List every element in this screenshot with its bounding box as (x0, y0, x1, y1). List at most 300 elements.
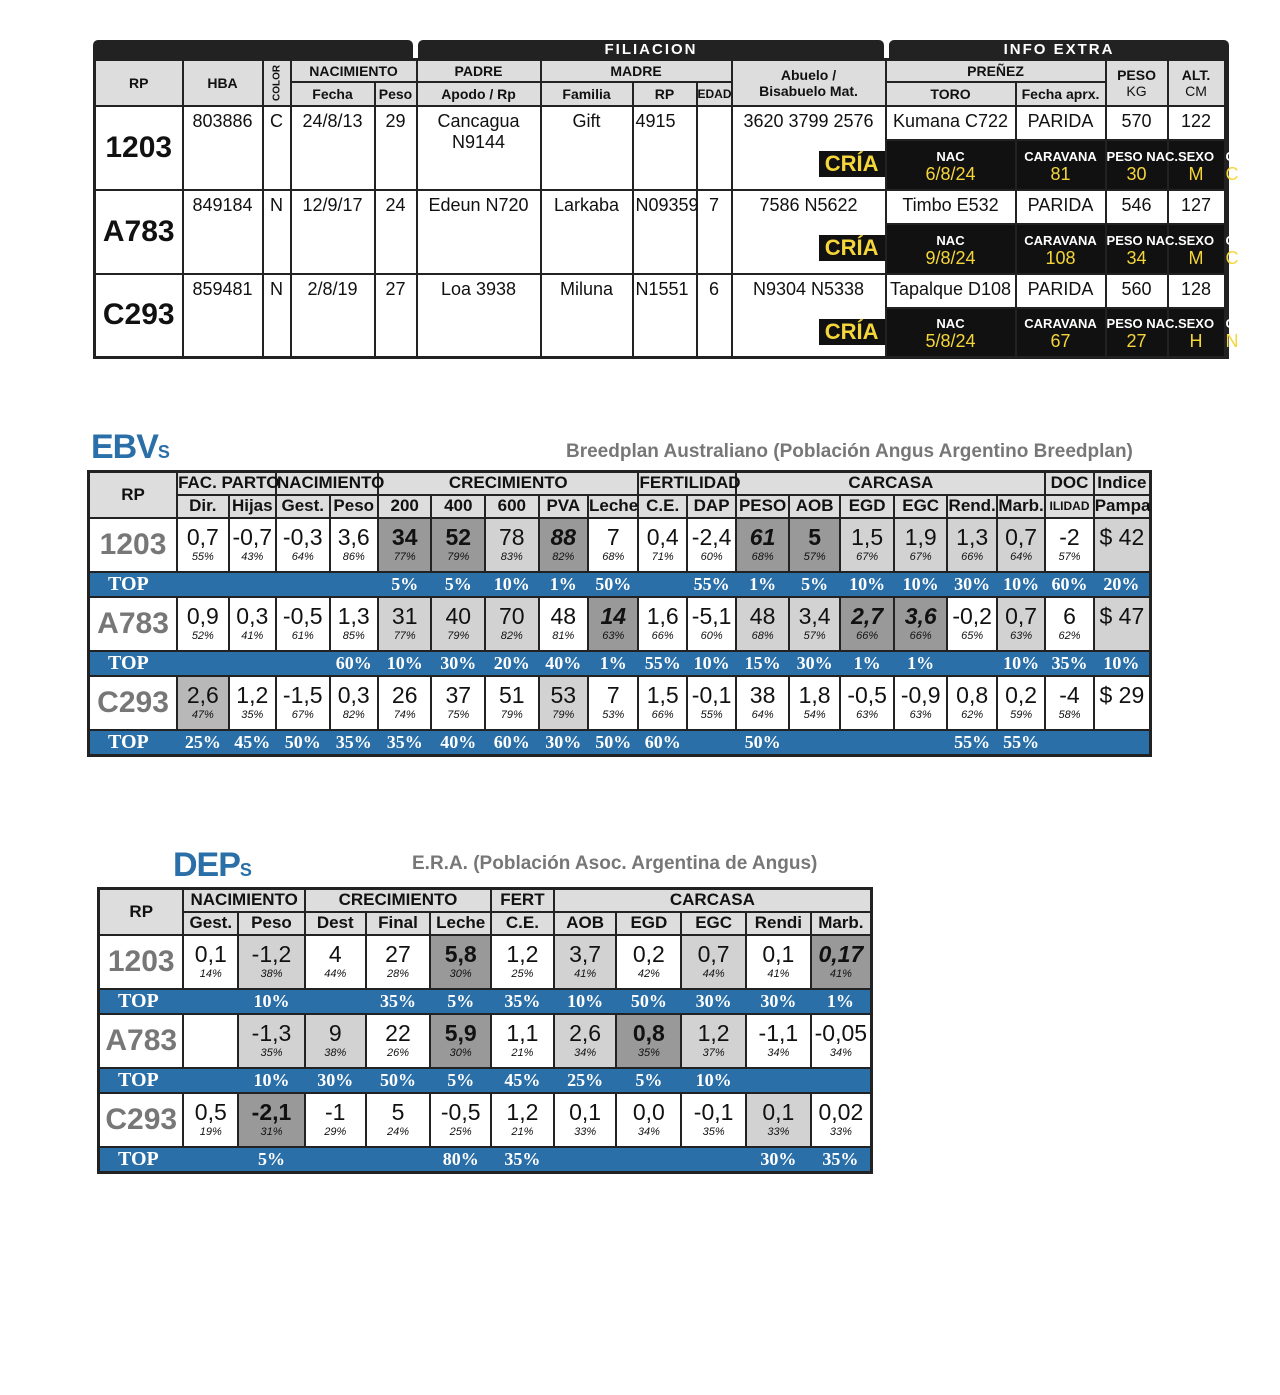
col-fecha: Fecha (291, 82, 375, 106)
cria-label-caravana: CARAVANA (1024, 232, 1097, 248)
cria-value-peso-nac: 34 (1126, 247, 1147, 268)
cria-nac (886, 140, 1016, 190)
accuracy: 82% (342, 708, 365, 721)
column-header: Marb. (997, 495, 1045, 518)
accuracy: 34% (637, 1125, 660, 1138)
top-value (177, 572, 229, 597)
accuracy: 77% (393, 550, 416, 563)
top-value: 35% (491, 1147, 554, 1173)
top-value: 30% (746, 1147, 811, 1173)
column-header: PVA (539, 495, 588, 518)
top-row (99, 1068, 872, 1093)
top-value: 45% (491, 1068, 554, 1093)
group-header: CARCASA (736, 472, 1045, 495)
accuracy: 25% (511, 967, 534, 980)
value: 0,8 (632, 1019, 665, 1046)
top-value (894, 730, 948, 756)
top-value: 5% (616, 1068, 681, 1093)
top-value: 40% (539, 651, 588, 676)
top-value: 50% (616, 989, 681, 1014)
accuracy: 34% (767, 1046, 790, 1059)
top-value: 20% (1094, 572, 1151, 597)
col-rp: RP (95, 60, 183, 106)
top-value: 5% (430, 989, 491, 1014)
top-label: TOP (89, 651, 178, 676)
accuracy: 68% (751, 629, 774, 642)
group-header: CARCASA (554, 889, 872, 912)
column-header: C.E. (491, 912, 554, 935)
value: 0,1 (762, 1098, 795, 1125)
top-value: 5% (431, 572, 485, 597)
value-cell (1045, 518, 1093, 572)
value-cell (229, 597, 276, 651)
value-cell (894, 518, 948, 572)
value-cell (366, 935, 431, 989)
value: 53 (550, 681, 577, 708)
col-hba: HBA (183, 60, 263, 106)
value-cell (736, 518, 789, 572)
cria-caravana (1016, 308, 1106, 358)
column-header: Peso (330, 495, 378, 518)
pedigree-table (93, 58, 1273, 359)
top-value: 25% (177, 730, 229, 756)
data-row (99, 1014, 872, 1068)
value: 1,8 (798, 681, 831, 708)
value-cell (491, 1093, 554, 1147)
top-value (229, 572, 276, 597)
accuracy: 57% (803, 550, 826, 563)
accuracy: 67% (856, 550, 879, 563)
row-hba: 849184 (183, 190, 263, 274)
column-header: Leche (588, 495, 638, 518)
value-cell (431, 597, 485, 651)
value: $ 42 (1099, 523, 1145, 550)
accuracy: 55% (700, 708, 723, 721)
accuracy: 71% (651, 550, 674, 563)
top-value: 35% (330, 730, 378, 756)
pedigree-row (95, 106, 1228, 140)
row-peso-kg: 546 (1106, 190, 1168, 224)
padre-name: Edeun N720 (428, 194, 529, 215)
top-value (1094, 730, 1151, 756)
group-header: Indice (1094, 472, 1151, 495)
value: 1,9 (904, 523, 937, 550)
top-value (616, 1147, 681, 1173)
value: -2,1 (251, 1098, 292, 1125)
accuracy: 30% (449, 1046, 472, 1059)
top-row (99, 989, 872, 1014)
value: -2,4 (691, 523, 732, 550)
cria-value-nac: 6/8/24 (925, 163, 976, 184)
row-alt: 122 (1168, 106, 1225, 140)
col-apodo: Apodo / Rp (417, 82, 541, 106)
row-madre-rp: 4915 (633, 106, 697, 190)
value-cell (378, 597, 432, 651)
accuracy: 47% (191, 708, 214, 721)
value-cell (305, 1014, 366, 1068)
accuracy: 26% (386, 1046, 409, 1059)
value-cell (681, 1093, 746, 1147)
column-header-row (89, 495, 1151, 518)
value: 1,1 (506, 1019, 539, 1046)
group-header: NACIMIENTO (276, 472, 378, 495)
value: -0,5 (847, 681, 887, 708)
cria-label: CRÍA (819, 151, 885, 177)
row-madre-rp: N1551 (633, 274, 697, 358)
value: $ 47 (1099, 602, 1145, 629)
value: 2,7 (851, 602, 884, 629)
value-cell (687, 676, 736, 730)
accuracy: 21% (511, 1125, 534, 1138)
top-value: 10% (997, 572, 1045, 597)
top-value: 50% (276, 730, 330, 756)
top-value (276, 572, 330, 597)
value: 34 (391, 523, 418, 550)
cria-cell (732, 140, 886, 190)
row-toro: Timbo E532 (886, 190, 1016, 224)
cria-label-color: COLOR (1225, 316, 1273, 332)
pedigree-row (95, 190, 1228, 224)
accuracy: 55% (191, 550, 214, 563)
value: -0,2 (952, 602, 992, 629)
top-value (840, 730, 894, 756)
value-cell (366, 1093, 431, 1147)
col-peso-kg: PESO KG (1106, 60, 1168, 106)
dep-table (97, 887, 873, 1174)
top-value (687, 730, 736, 756)
accuracy: 44% (324, 967, 347, 980)
value-cell (177, 518, 229, 572)
value: 40 (445, 602, 472, 629)
value: 88 (550, 523, 577, 550)
top-row (89, 651, 1151, 676)
value-cell (947, 597, 996, 651)
accuracy: 61% (291, 629, 314, 642)
top-row (89, 730, 1151, 756)
value-cell (491, 935, 554, 989)
value: 1,2 (506, 940, 539, 967)
padre-name: Cancagua (437, 110, 520, 131)
top-value: 10% (997, 651, 1045, 676)
cria-label-caravana: CARAVANA (1024, 316, 1097, 332)
col-edad: EDAD (697, 82, 732, 106)
accuracy: 14% (199, 967, 222, 980)
accuracy: 35% (702, 1125, 725, 1138)
value-cell (430, 1014, 491, 1068)
top-row (89, 572, 1151, 597)
value: -0,1 (691, 681, 732, 708)
accuracy: 25% (449, 1125, 472, 1138)
cria-cell (732, 308, 886, 358)
top-value (177, 651, 229, 676)
top-value: 55% (997, 730, 1045, 756)
value-cell (485, 597, 539, 651)
value-cell (330, 597, 378, 651)
data-row (89, 597, 1151, 651)
accuracy: 44% (702, 967, 725, 980)
cria-nac (886, 224, 1016, 274)
group-header: FAC. PARTO (177, 472, 276, 495)
accuracy: 65% (961, 629, 984, 642)
row-padre (417, 190, 541, 274)
cria-label-color: COLOR (1225, 232, 1273, 248)
cria-color (1225, 140, 1273, 190)
filiacion-bar: FILIACION (418, 40, 884, 60)
accuracy: 64% (291, 550, 314, 563)
top-value: 5% (430, 1068, 491, 1093)
row-rp: A783 (99, 1014, 184, 1068)
cria-value-caravana: 108 (1045, 247, 1076, 268)
top-value: 30% (789, 651, 841, 676)
row-color: C (263, 106, 291, 190)
accuracy: 33% (574, 1125, 597, 1138)
group-header-row (99, 889, 872, 912)
value-cell (588, 676, 638, 730)
value-cell (430, 935, 491, 989)
row-peso: 29 (375, 106, 417, 190)
value-cell (638, 597, 686, 651)
top-value (638, 572, 686, 597)
cria-label-sexo: SEXO (1177, 316, 1215, 332)
accuracy: 63% (1010, 629, 1033, 642)
row-padre (417, 274, 541, 358)
cria-color (1225, 308, 1273, 358)
column-header: Dir. (177, 495, 229, 518)
column-header: Pampa (1094, 495, 1151, 518)
cria-label-nac: NAC (936, 232, 965, 248)
accuracy: 21% (511, 1046, 534, 1059)
value-cell (616, 935, 681, 989)
value-cell (177, 597, 229, 651)
col-peso: Peso (375, 82, 417, 106)
top-value: 1% (840, 651, 894, 676)
row-alt: 128 (1168, 274, 1225, 308)
row-edad: 6 (697, 274, 732, 358)
value-cell (588, 518, 638, 572)
value: 5,9 (444, 1019, 477, 1046)
value: -1,5 (282, 681, 323, 708)
column-header-row (99, 912, 872, 935)
value: 0,17 (818, 940, 864, 967)
value: 0,7 (1005, 602, 1038, 629)
value-cell (894, 597, 948, 651)
accuracy: 64% (751, 708, 774, 721)
value: 1,5 (851, 523, 884, 550)
col-prenez: PREÑEZ (886, 60, 1106, 82)
accuracy: 63% (602, 629, 625, 642)
column-header: Rendi (746, 912, 811, 935)
group-header: RP (99, 889, 184, 935)
cria-label-nac: NAC (936, 148, 965, 164)
value-cell (736, 597, 789, 651)
value: 3,6 (337, 523, 370, 550)
cria-wrap (733, 235, 885, 261)
top-value: 45% (229, 730, 276, 756)
value: 31 (391, 602, 418, 629)
top-value: 20% (485, 651, 539, 676)
value: -4 (1059, 681, 1080, 708)
value: 0,7 (697, 940, 730, 967)
value-cell (811, 935, 872, 989)
accuracy: 35% (241, 708, 264, 721)
cria-value-caravana: 67 (1050, 331, 1071, 352)
value: 0,5 (194, 1098, 227, 1125)
accuracy: 37% (702, 1046, 725, 1059)
value: -0,3 (282, 523, 323, 550)
value: -0,5 (282, 602, 323, 629)
top-value: 15% (736, 651, 789, 676)
cria-cell (732, 224, 886, 274)
value: -5,1 (691, 602, 732, 629)
top-value (183, 1068, 238, 1093)
col-madre-rp: RP (633, 82, 697, 106)
top-value: 50% (736, 730, 789, 756)
value: 1,3 (337, 602, 370, 629)
value: 0,1 (762, 940, 795, 967)
accuracy: 68% (751, 550, 774, 563)
value-cell (638, 676, 686, 730)
row-rp: A783 (95, 190, 183, 274)
row-edad (697, 106, 732, 190)
cria-caravana (1016, 224, 1106, 274)
value: -0,9 (900, 681, 941, 708)
column-header: PESO (736, 495, 789, 518)
value: 5 (808, 523, 821, 550)
value: 14 (600, 602, 627, 629)
column-header: DAP (687, 495, 736, 518)
value: 1,2 (236, 681, 269, 708)
ebv-table (87, 470, 1152, 757)
column-header: Gest. (183, 912, 238, 935)
data-row (99, 1093, 872, 1147)
accuracy: 60% (700, 550, 723, 563)
top-value (1045, 730, 1093, 756)
value-cell (947, 518, 996, 572)
data-row (99, 935, 872, 989)
value: 1,2 (697, 1019, 730, 1046)
top-value: 10% (894, 572, 948, 597)
value: 70 (499, 602, 525, 629)
top-label: TOP (89, 730, 178, 756)
value-cell (554, 1093, 617, 1147)
accuracy: 53% (602, 708, 625, 721)
cria-wrap (733, 151, 885, 177)
value-cell (687, 597, 736, 651)
row-hba: 803886 (183, 106, 263, 190)
accuracy: 35% (260, 1046, 283, 1059)
row-alt: 127 (1168, 190, 1225, 224)
value: 7 (606, 523, 620, 550)
top-value: 1% (811, 989, 872, 1014)
value-cell (687, 518, 736, 572)
top-left-bar (93, 40, 413, 60)
value: 0,3 (337, 681, 370, 708)
row-padre (417, 106, 541, 190)
top-value: 25% (554, 1068, 617, 1093)
value-cell (1094, 676, 1151, 730)
col-nacimiento: NACIMIENTO (291, 60, 417, 82)
value-cell (554, 1014, 617, 1068)
group-header: FERT (491, 889, 554, 912)
value-cell (539, 676, 588, 730)
accuracy: 41% (829, 967, 852, 980)
value-cell (305, 935, 366, 989)
value-cell (736, 676, 789, 730)
value-cell (485, 676, 539, 730)
value-cell (840, 597, 894, 651)
value: -1,3 (251, 1019, 292, 1046)
accuracy: 66% (909, 629, 932, 642)
col-alt: ALT. CM (1168, 60, 1225, 106)
value-cell (1094, 518, 1151, 572)
top-value (229, 651, 276, 676)
top-value: 5% (378, 572, 432, 597)
info-extra-bar: INFO EXTRA (889, 40, 1229, 60)
value-cell (276, 597, 330, 651)
accuracy: 67% (291, 708, 314, 721)
accuracy: 43% (241, 550, 264, 563)
value: -0,05 (814, 1019, 868, 1046)
top-value: 10% (378, 651, 432, 676)
top-value: 30% (539, 730, 588, 756)
padre-name: Loa 3938 (440, 278, 517, 299)
group-header: FERTILIDAD (638, 472, 736, 495)
value-cell (491, 1014, 554, 1068)
column-header: ILIDAD (1045, 495, 1093, 518)
value: 1,5 (646, 681, 679, 708)
row-rp: C293 (99, 1093, 184, 1147)
top-value: 35% (811, 1147, 872, 1173)
value: 6 (1063, 602, 1076, 629)
top-value: 50% (588, 572, 638, 597)
value-cell (330, 676, 378, 730)
accuracy: 34% (574, 1046, 597, 1059)
accuracy: 82% (500, 629, 523, 642)
dep-subtitle: E.R.A. (Población Asoc. Argentina de Angus) (412, 853, 818, 874)
value: 9 (328, 1019, 342, 1046)
value: 1,3 (956, 523, 989, 550)
cria-label: CRÍA (819, 235, 885, 261)
accuracy: 66% (651, 708, 674, 721)
row-rp: 1203 (95, 106, 183, 190)
value: 48 (749, 602, 776, 629)
value-cell (588, 597, 638, 651)
value: 3,4 (798, 602, 831, 629)
row-familia: Gift (541, 106, 633, 190)
value-cell (746, 1014, 811, 1068)
column-header: 400 (431, 495, 485, 518)
pedigree-row (95, 274, 1228, 308)
cria-label-nac: NAC (936, 316, 965, 332)
row-abuelo: 7586 N5622 (732, 190, 886, 224)
top-value: 1% (539, 572, 588, 597)
cria-value-nac: 5/8/24 (925, 331, 976, 352)
accuracy: 63% (909, 708, 932, 721)
cria-label-sexo: SEXO (1177, 232, 1215, 248)
value: 48 (550, 602, 577, 629)
top-value: 30% (947, 572, 996, 597)
value-cell (229, 676, 276, 730)
value: 0,3 (236, 602, 269, 629)
value: 27 (385, 940, 411, 967)
value-cell (305, 1093, 366, 1147)
value-cell (238, 935, 305, 989)
value: -0,7 (232, 523, 273, 550)
top-value: 40% (431, 730, 485, 756)
top-value (276, 651, 330, 676)
row-fecha: 12/9/17 (291, 190, 375, 274)
top-value: 55% (638, 651, 686, 676)
